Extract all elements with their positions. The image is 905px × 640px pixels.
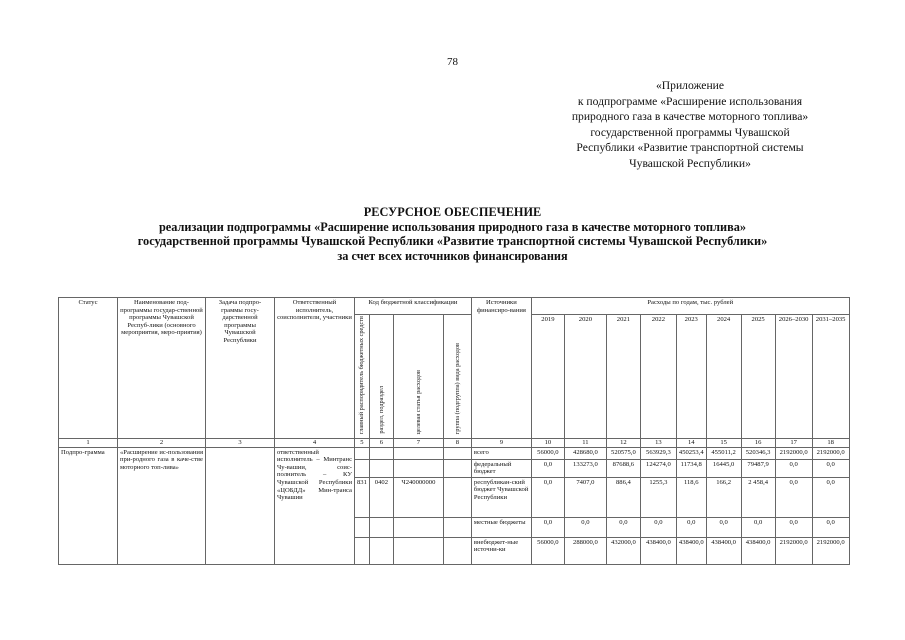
value-cell: 438400,0 — [676, 537, 706, 564]
page-number: 78 — [447, 56, 458, 68]
col-number: 14 — [676, 438, 706, 447]
value-cell: 0,0 — [531, 477, 564, 517]
col-number: 16 — [741, 438, 775, 447]
col-number: 6 — [369, 438, 393, 447]
header-year: 2024 — [706, 315, 741, 439]
value-cell: 124274,0 — [640, 459, 676, 477]
code-target-empty — [393, 459, 443, 477]
title-line: реализации подпрограммы «Расширение использования природного газа в качестве моторного топлива» — [158, 219, 747, 234]
value-cell: 0,0 — [741, 517, 775, 537]
value-cell: 886,4 — [606, 477, 640, 517]
source-cell: республикан-ский бюджет Чувашской Республики — [471, 477, 531, 517]
header-year: 2022 — [640, 315, 676, 439]
value-cell: 0,0 — [531, 517, 564, 537]
program-name-cell: «Расширение ис-пользования при-родного газа в каче-стве моторного топ-лива» — [118, 447, 206, 564]
header-task: Задача подпро-граммы госу-дарственной программы Чувашской Республики — [206, 298, 275, 439]
header-section: раздел, подраздел — [377, 386, 385, 435]
header-expenses: Расходы по годам, тыс. рублей — [531, 298, 849, 315]
value-cell: 0,0 — [676, 517, 706, 537]
header-group: группа (подгруппа) вида расходов — [453, 342, 461, 435]
value-cell: 16445,0 — [706, 459, 741, 477]
appendix-line: Республики «Развитие транспортной системы — [576, 141, 804, 154]
task-cell — [206, 447, 275, 564]
title-line: государственной программы Чувашской Республики «Развитие транспортной системы Чувашской Республики» — [137, 234, 768, 248]
value-cell: 0,0 — [531, 459, 564, 477]
col-number: 3 — [206, 438, 275, 447]
code-section-empty — [369, 459, 393, 477]
value-cell: 432000,0 — [606, 537, 640, 564]
appendix-header — [540, 78, 840, 171]
code-section-empty — [369, 517, 393, 537]
header-year: 2031–2035 — [812, 315, 849, 439]
header-responsible: Ответственный исполнитель, соисполнители, участники — [275, 298, 355, 439]
value-cell: 0,0 — [812, 459, 849, 477]
value-cell: 87688,6 — [606, 459, 640, 477]
value-cell: 455011,2 — [706, 447, 741, 459]
value-cell: 0,0 — [812, 517, 849, 537]
value-cell: 438400,0 — [706, 537, 741, 564]
table-row — [59, 447, 850, 459]
col-number: 5 — [355, 438, 370, 447]
value-cell: 11734,8 — [676, 459, 706, 477]
value-cell: 56000,0 — [531, 447, 564, 459]
col-number: 8 — [443, 438, 471, 447]
responsible-cell: ответственный исполнитель – Минтранс Чу-вашии, соис-полнитель – КУ Чувашской Республики «ЦОБДД» Мин-транса Чувашии — [275, 447, 355, 564]
col-number: 12 — [606, 438, 640, 447]
col-number: 9 — [471, 438, 531, 447]
title-heading: РЕСУРСНОЕ ОБЕСПЕЧЕНИЕ — [363, 205, 542, 219]
code-grbs-empty — [355, 447, 370, 459]
header-year: 2021 — [606, 315, 640, 439]
value-cell: 1255,3 — [640, 477, 676, 517]
header-grbs: главный распорядитель бюджетных средств — [358, 316, 366, 435]
value-cell: 2192000,0 — [775, 447, 812, 459]
col-number: 11 — [564, 438, 606, 447]
header-budget-code: Код бюджетной классификации — [355, 298, 472, 315]
value-cell: 2192000,0 — [775, 537, 812, 564]
value-cell: 288000,0 — [564, 537, 606, 564]
value-cell: 0,0 — [812, 477, 849, 517]
value-cell: 450253,4 — [676, 447, 706, 459]
document-title — [40, 205, 865, 263]
code-grbs: 831 — [355, 477, 370, 517]
appendix-line: «Приложение — [655, 79, 725, 92]
value-cell: 2 458,4 — [741, 477, 775, 517]
source-cell: всего — [471, 447, 531, 459]
code-group — [443, 477, 471, 517]
code-target-empty — [393, 517, 443, 537]
title-line: за счет всех источников финансирования — [337, 248, 568, 263]
header-year: 2020 — [564, 315, 606, 439]
code-group-empty — [443, 537, 471, 564]
code-group-empty — [443, 447, 471, 459]
header-year: 2026–2030 — [775, 315, 812, 439]
appendix-line: природного газа в качестве моторного топлива» — [571, 110, 809, 123]
appendix-line: государственной программы Чувашской — [590, 125, 790, 139]
source-cell: местные бюджеты — [471, 517, 531, 537]
value-cell: 166,2 — [706, 477, 741, 517]
value-cell: 0,0 — [564, 517, 606, 537]
col-number: 13 — [640, 438, 676, 447]
col-number: 17 — [775, 438, 812, 447]
code-section-empty — [369, 447, 393, 459]
header-year: 2025 — [741, 315, 775, 439]
value-cell: 0,0 — [706, 517, 741, 537]
code-target-empty — [393, 537, 443, 564]
code-grbs-empty — [355, 537, 370, 564]
col-number: 2 — [118, 438, 206, 447]
code-grbs-empty — [355, 517, 370, 537]
value-cell: 133273,0 — [564, 459, 606, 477]
header-status: Статус — [59, 298, 118, 439]
col-number: 18 — [812, 438, 849, 447]
code-group-empty — [443, 459, 471, 477]
col-number: 4 — [275, 438, 355, 447]
value-cell: 0,0 — [640, 517, 676, 537]
value-cell: 438400,0 — [741, 537, 775, 564]
value-cell: 118,6 — [676, 477, 706, 517]
source-cell: федеральный бюджет — [471, 459, 531, 477]
value-cell: 438400,0 — [640, 537, 676, 564]
value-cell: 0,0 — [775, 477, 812, 517]
col-number: 15 — [706, 438, 741, 447]
status-cell: Подпро-грамма — [59, 447, 118, 564]
value-cell: 0,0 — [606, 517, 640, 537]
col-number: 10 — [531, 438, 564, 447]
code-target: Ч240000000 — [393, 477, 443, 517]
value-cell: 0,0 — [775, 459, 812, 477]
value-cell: 2192000,0 — [812, 447, 849, 459]
header-year: 2023 — [676, 315, 706, 439]
value-cell: 520575,0 — [606, 447, 640, 459]
value-cell: 563929,3 — [640, 447, 676, 459]
header-name: Наименование под-программы государ-ственной программы Чувашской Респуб-лики (основного мероприятия, меро-приятия) — [118, 298, 206, 439]
col-number: 7 — [393, 438, 443, 447]
value-cell: 520346,3 — [741, 447, 775, 459]
resource-table — [58, 297, 850, 565]
value-cell: 2192000,0 — [812, 537, 849, 564]
code-section-empty — [369, 537, 393, 564]
appendix-line: Чувашской Республики» — [629, 156, 751, 170]
code-group-empty — [443, 517, 471, 537]
value-cell: 7407,0 — [564, 477, 606, 517]
code-section: 0402 — [369, 477, 393, 517]
value-cell: 0,0 — [775, 517, 812, 537]
header-target: целевая статья расходов — [414, 369, 422, 435]
code-grbs-empty — [355, 459, 370, 477]
header-sources: Источники финансиро-вания — [471, 298, 531, 439]
appendix-line: к подпрограмме «Расширение использования — [577, 94, 803, 108]
code-target-empty — [393, 447, 443, 459]
source-cell: внебюджет-ные источни-ки — [471, 537, 531, 564]
value-cell: 79487,9 — [741, 459, 775, 477]
col-number: 1 — [59, 438, 118, 447]
value-cell: 56000,0 — [531, 537, 564, 564]
header-year: 2019 — [531, 315, 564, 439]
value-cell: 428680,0 — [564, 447, 606, 459]
